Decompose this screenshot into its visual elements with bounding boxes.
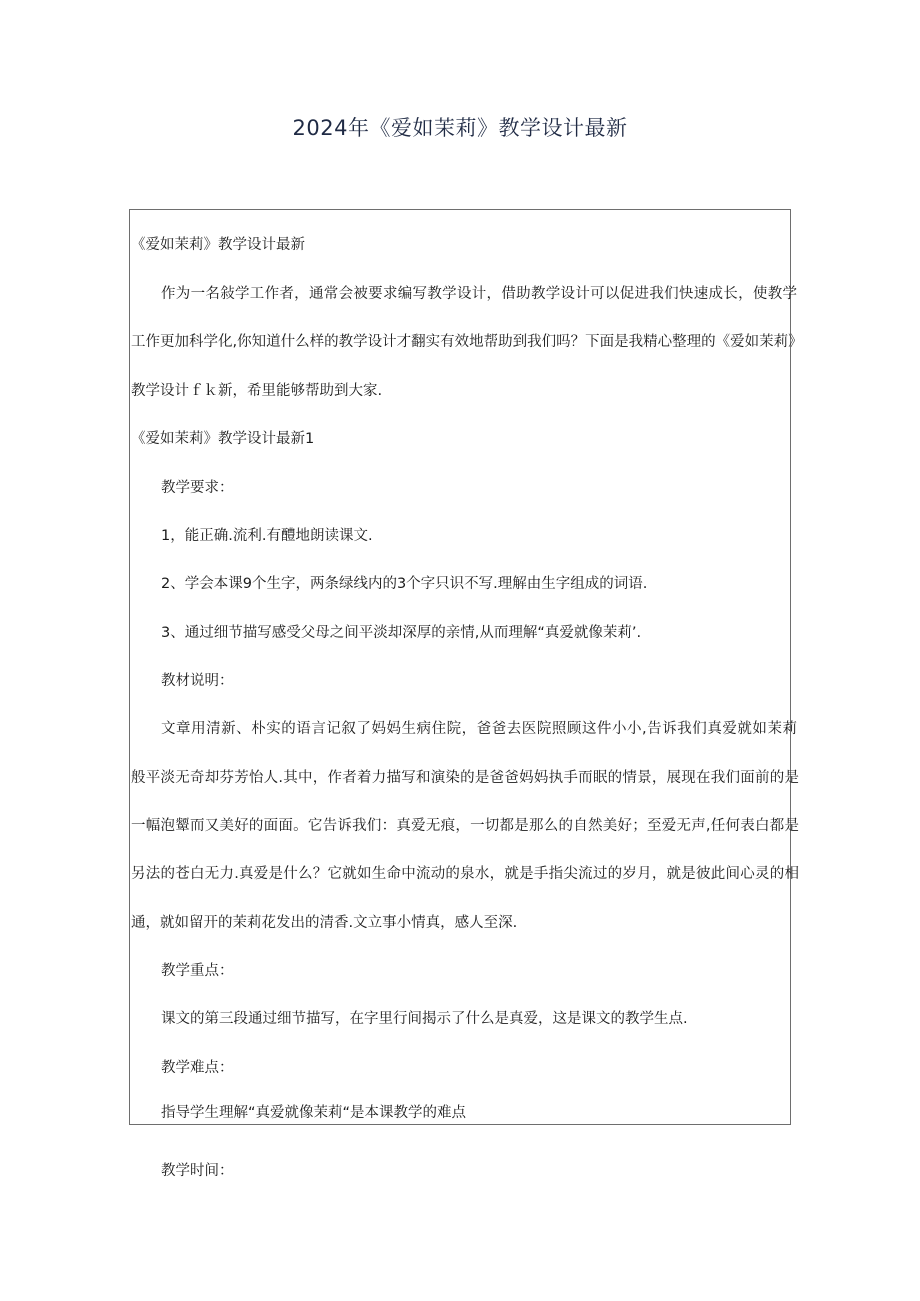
intro-paragraph-line-2: 工作更加科学化,你知道什么样的教学设计才翻实有效地帮助到我们吗？下面是我精心整理的《爱如茉莉》 [131,334,803,350]
requirement-item-2: 2、学会本课9个生字，两条绿线内的3个字只识不写.理解由生字组成的词语. [161,576,648,592]
teaching-focus-text: 课文的第三段通过细节描写，在字里行间揭示了什么是真爱，这是课文的教学生点. [161,1011,688,1027]
requirement-item-1: 1，能正确.流利.有醴地朗读课文. [161,528,373,544]
material-paragraph-line-1: 文章用清新、朴实的语言记叙了妈妈生病住院，爸爸去医院照顾这件小小,告诉我们真爱就如茉莉 [161,721,797,737]
requirement-item-3: 3、通过细节描写感受父母之间平淡却深厚的亲情,从而理解“真爱就像茉莉’. [161,625,642,641]
document-title: 2024年《爱如茉莉》教学设计最新 [292,116,628,140]
material-paragraph-line-5: 通，就如留开的茉莉花发出的清香.文立事小情真，感人至深. [131,915,518,931]
teaching-difficulty-label: 教学难点： [161,1060,234,1076]
teaching-focus-label: 教学重点： [161,963,234,979]
teaching-requirements-label: 教学要求： [161,480,234,496]
section-heading-1: 《爱如茉莉》教学设计最新1 [131,431,315,447]
teaching-time-label: 教学时间： [161,1163,234,1179]
intro-paragraph-line-3: 教学设计ｆｋ新，希里能够帮助到大家. [131,383,383,399]
section-heading: 《爱如茉莉》教学设计最新 [131,237,305,253]
material-description-label: 教材说明： [161,673,234,689]
material-paragraph-line-3: 一幅泡颦而又美好的面面。它告诉我们：真爱无痕，一切都是那么的自然美好；至爱无声,任何表白都是 [131,818,799,834]
intro-paragraph-line-1: 作为一名敍学工作者，通常会被要求编写教学设计，借助教学设计可以促进我们快速成长，使教学 [161,286,797,302]
material-paragraph-line-2: 般平淡无奇却芬芳怡人.其中，作者着力描写和演染的是爸爸妈妈执手而眠的情景，展现在我们面前的是 [131,770,799,786]
material-paragraph-line-4: 另法的苍白无力.真爱是什么？它就如生命中流动的泉水，就是手指尖流过的岁月，就是彼此间心灵的相 [131,866,799,882]
teaching-difficulty-text: 指导学生理解“真爱就像茉莉“是本课教学的难点 [161,1105,467,1121]
